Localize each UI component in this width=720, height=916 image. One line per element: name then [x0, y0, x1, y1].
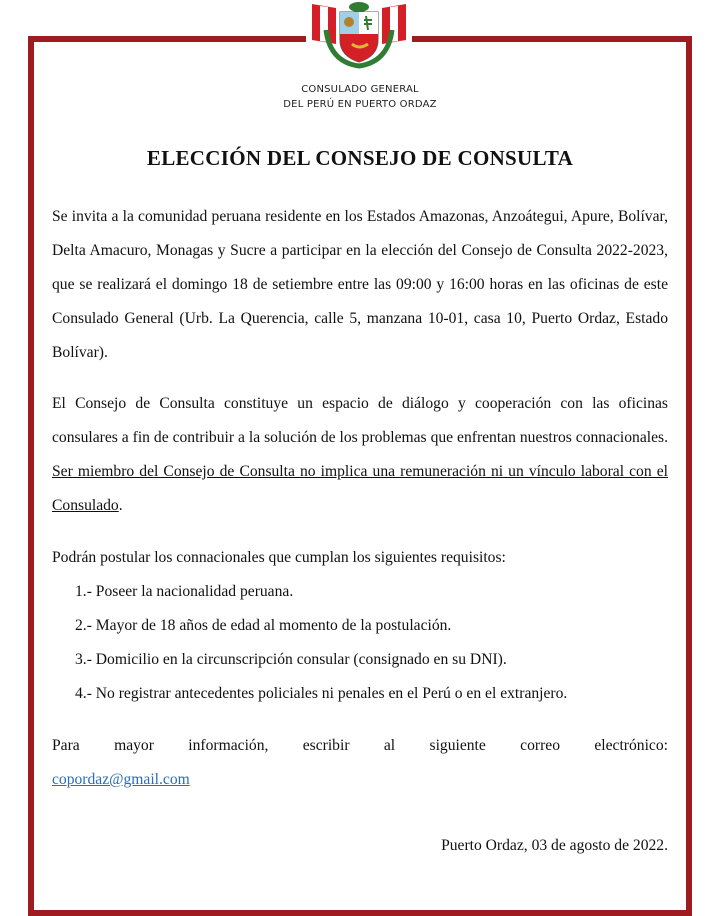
peru-coat-of-arms-icon [306, 0, 412, 70]
info-word: escribir [302, 737, 350, 754]
requirement-item: 2.- Mayor de 18 años de edad al momento de la postulación. [75, 617, 452, 634]
email-link[interactable]: copordaz@gmail.com [52, 771, 190, 788]
consulate-name-line2: DEL PERÚ EN PUERTO ORDAZ [283, 99, 437, 110]
info-word: información, [188, 737, 269, 754]
requirement-item: 4.- No registrar antecedentes policiales ni penales en el Perú o en el extranjero. [75, 685, 568, 702]
info-word: Para [52, 737, 80, 754]
paragraph-invitation: Se invita a la comunidad peruana residente en los Estados Amazonas, Anzoátegui, Apure, Bolívar, Delta Amacuro, Monagas y Sucre a participar en la elección del Consejo de Consulta 2022-2023, que se realizará el domingo 18 de setiembre entre las 09:00 y 16:00 horas en las oficinas de este Consulado General (Urb. La Querencia, calle 5, manzana 10-01, casa 10, Puerto Ordaz, Estado Bolívar). [52, 208, 668, 361]
paragraph-consejo [52, 387, 668, 523]
info-word: correo [520, 737, 560, 754]
paragraph-consejo-text: El Consejo de Consulta constituye un espacio de diálogo y cooperación con las oficinas consulares a fin de contribuir a la solución de los problemas que enfrentan nuestros connacionales. [52, 395, 668, 446]
requirement-item: 3.- Domicilio en la circunscripción consular (consignado en su DNI). [75, 651, 507, 668]
info-word: siguiente [429, 737, 486, 754]
info-word: al [383, 737, 396, 754]
info-word: electrónico: [594, 737, 668, 754]
info-line [52, 729, 668, 763]
document-title: ELECCIÓN DEL CONSEJO DE CONSULTA [146, 146, 574, 170]
info-word: mayor [114, 737, 154, 754]
paragraph-consejo-end: . [118, 497, 123, 514]
requirements-intro: Podrán postular los connacionales que cumplan los siguientes requisitos: [52, 549, 506, 566]
document-date: Puerto Ordaz, 03 de agosto de 2022. [441, 837, 668, 854]
requirement-item: 1.- Poseer la nacionalidad peruana. [75, 583, 294, 600]
consulate-name-line1: CONSULADO GENERAL [301, 84, 419, 95]
paragraph-consejo-underlined: Ser miembro del Consejo de Consulta no implica una remuneración ni un vínculo laboral con el Consulado [52, 463, 668, 514]
